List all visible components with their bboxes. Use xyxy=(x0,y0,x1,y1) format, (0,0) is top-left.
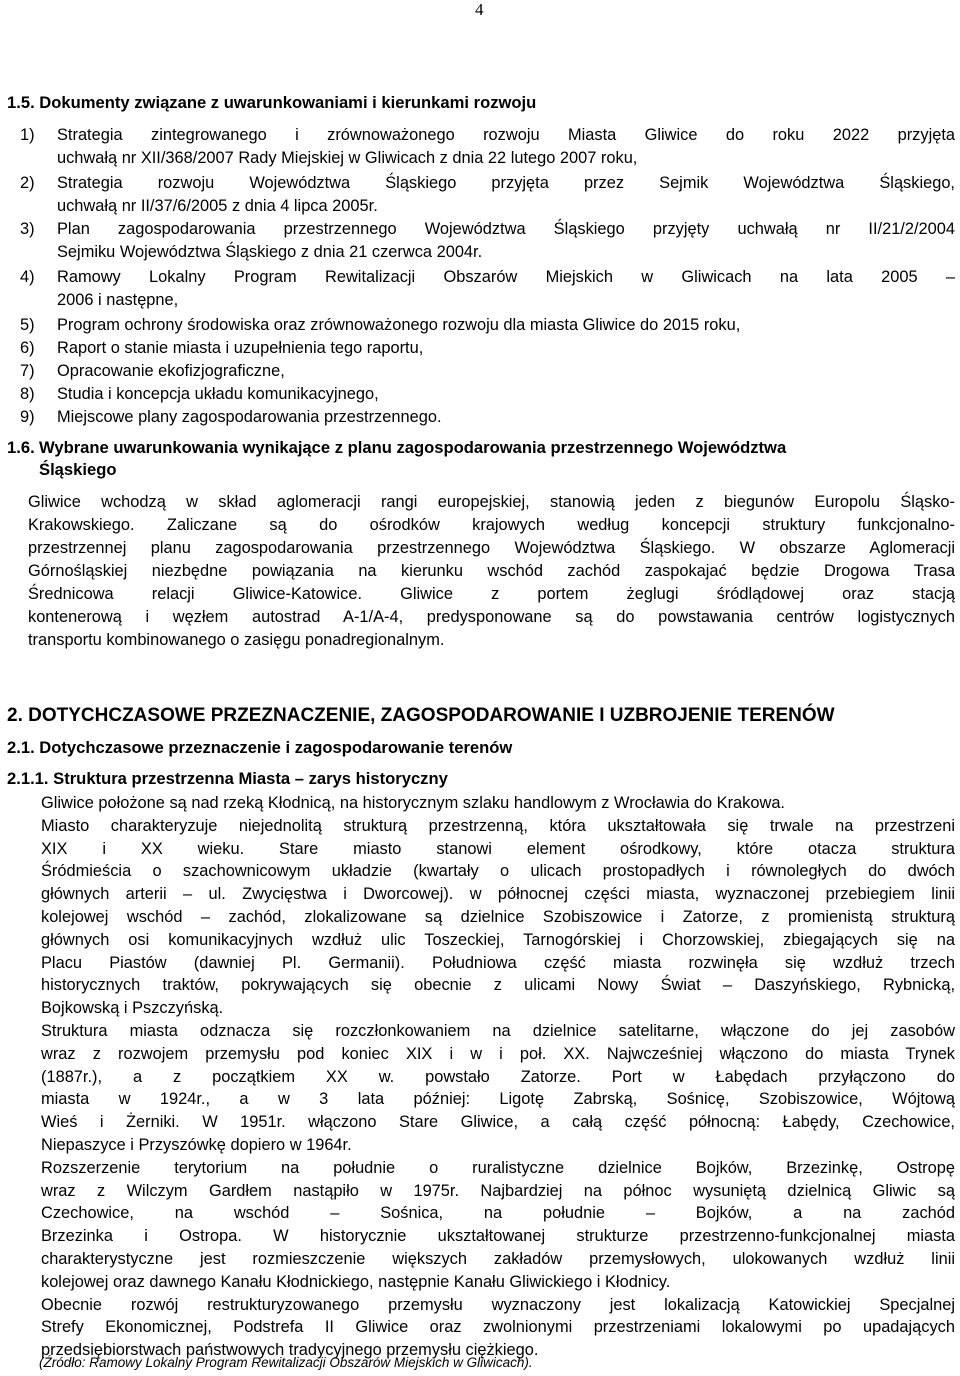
paragraph-line: Górnośląskiej niezbędne powiązania na kierunku wschód zachód zaspokajać będzie Drogowa Trasa xyxy=(28,562,955,580)
list-item-number: 8) xyxy=(20,385,35,403)
list-item-text: Plan zagospodarowania przestrzennego Województwa Śląskiego przyjęty uchwałą nr II/21/2/2004 xyxy=(57,220,955,238)
list-item-text: Studia i koncepcja układu komunikacyjnego, xyxy=(57,385,379,403)
list-item-text: Program ochrony środowiska oraz zrównoważonego rozwoju dla miasta Gliwice do 2015 roku, xyxy=(57,316,741,334)
body-line: XIX i XX wieku. Stare miasto stanowi element ośrodkowy, które otacza struktura xyxy=(41,839,955,858)
list-item-text: Ramowy Lokalny Program Rewitalizacji Obszarów Miejskich w Gliwicach na lata 2005 – xyxy=(57,268,955,286)
list-item-number: 3) xyxy=(20,220,35,238)
body-line: miasta w 1924r., a w 3 lata później: Ligotę Zabrską, Sośnicę, Szobiszowice, Wójtową xyxy=(41,1090,955,1109)
page-number: 4 xyxy=(475,0,484,19)
body-line: głównych arterii – ul. Zwycięstwa i Dworcowej). w północnej części miasta, wyznaczonej przebiegiem linii xyxy=(41,885,955,904)
body-line: wraz z rozwojem przemysłu pod koniec XIX i w i poł. XX. Najwcześniej włączono do miasta Trynek xyxy=(41,1044,955,1063)
body-line: wraz z Wilczym Gardłem nastąpiło w 1975r. Najbardziej na północ wysuniętą dzielnicą Gliwic są xyxy=(41,1181,955,1200)
paragraph-line: przestrzennej planu zagospodarowania przestrzennego Województwa Śląskiego. W obszarze Aglomeracji xyxy=(28,539,955,557)
body-line: kolejowej wschód – zachód, zlokalizowane są dzielnice Szobiszowice i Zatorze, z promienistą strukturą xyxy=(41,908,955,926)
body-line: charakterystyczne jest rozmieszczenie większych zakładów przemysłowych, ulokowanych wzdłuż linii xyxy=(41,1250,955,1268)
list-item-text: uchwałą nr XII/368/2007 Rady Miejskiej w Gliwicach z dnia 22 lutego 2007 roku, xyxy=(57,149,638,167)
list-item-text: Miejscowe plany zagospodarowania przestrzennego. xyxy=(57,408,442,426)
body-line: Strefy Ekonomicznej, Podstrefa II Gliwice oraz zwolnionymi przestrzeniami lokalowymi po upadających xyxy=(41,1318,955,1337)
list-item-number: 6) xyxy=(20,339,35,357)
body-line: Śródmieścia o szachownicowym układzie (kwartały o ulicach prostopadłych i równoległych do dwóch xyxy=(41,862,955,881)
body-line: Placu Piastów (dawniej Pl. Germanii). Południowa część miasta rozwinęła się wzdłuż trzech xyxy=(41,953,955,972)
list-item-number: 2) xyxy=(20,174,35,192)
body-line: kolejowej oraz dawnego Kanału Kłodnickiego, następnie Kanału Gliwickiego i Kłodnicy. xyxy=(41,1272,671,1291)
body-line: Niepaszyce i Przyszówkę dopiero w 1964r. xyxy=(41,1136,352,1154)
list-item-number: 9) xyxy=(20,408,35,426)
body-line: Czechowice, na wschód – Sośnica, na południe – Bojków, a na zachód xyxy=(41,1204,955,1223)
section-1-6-heading-line-1: Wybrane uwarunkowania wynikające z planu zagospodarowania przestrzennego Województwa xyxy=(39,438,787,457)
section-2-1-1-heading: 2.1.1. Struktura przestrzenna Miasta – zarys historyczny xyxy=(7,769,448,788)
body-line: historycznych traktów, pokrywających się obecnie z ulicami Nowy Świat – Daszyńskiego, Rybnicką, xyxy=(41,976,955,995)
list-item-number: 7) xyxy=(20,362,35,380)
list-item-text: Sejmiku Województwa Śląskiego z dnia 21 czerwca 2004r. xyxy=(57,243,483,261)
body-line: Rozszerzenie terytorium na południe o ruralistyczne dzielnice Bojków, Brzezinkę, Ostropę xyxy=(41,1158,955,1177)
paragraph-line: Krakowskiego. Zaliczane są do ośrodków krajowych według koncepcji struktury funkcjonalno- xyxy=(28,516,955,534)
list-item-text: Opracowanie ekofizjograficzne, xyxy=(57,362,285,380)
paragraph-line: Średnicowa relacji Gliwice-Katowice. Gliwice z portem żeglugi śródlądowej oraz stacją xyxy=(28,585,955,603)
list-item-text: 2006 i następne, xyxy=(57,291,179,309)
section-2-1-heading: 2.1. Dotychczasowe przeznaczenie i zagospodarowanie terenów xyxy=(7,738,513,757)
section-1-6-heading-line-2: Śląskiego xyxy=(39,460,117,479)
list-item-text: Raport o stanie miasta i uzupełnienia tego raportu, xyxy=(57,339,424,357)
body-line: Gliwice położone są nad rzeką Kłodnicą, na historycznym szlaku handlowym z Wrocławia do Krakowa. xyxy=(41,794,785,812)
list-item-number: 4) xyxy=(20,268,35,286)
body-line: Miasto charakteryzuje niejednolitą strukturą przestrzenną, która ukształtowała się trwale na przestrzeni xyxy=(41,816,955,835)
list-item-number: 5) xyxy=(20,316,35,334)
paragraph-line: kontenerową i węzłem autostrad A-1/A-4, predysponowane są do powstawania centrów logistycznych xyxy=(28,608,955,626)
paragraph-line: Gliwice wchodzą w skład aglomeracji rangi europejskiej, stanowią jeden z biegunów Europolu Śląsko- xyxy=(28,493,955,511)
section-1-5-heading: 1.5. Dokumenty związane z uwarunkowaniami i kierunkami rozwoju xyxy=(7,93,537,112)
body-line: Struktura miasta odznacza się rozczłonkowaniem na dzielnice satelitarne, włączone do jej zasobów xyxy=(41,1022,955,1040)
body-line: Obecnie rozwój restrukturyzowanego przemysłu wyznaczony jest lokalizacją Katowickiej Specjalnej xyxy=(41,1295,955,1314)
list-item-text: Strategia rozwoju Województwa Śląskiego przyjęta przez Sejmik Województwa Śląskiego, xyxy=(57,174,955,192)
body-line: Brzezinka i Ostropa. W historycznie ukształtowanej strukturze przestrzenno-funkcjonalnej miasta xyxy=(41,1227,955,1246)
source-note: (Źródło: Ramowy Lokalny Program Rewitalizacji Obszarów Miejskich w Gliwicach). xyxy=(39,1355,533,1370)
list-item-number: 1) xyxy=(20,126,35,144)
section-2-heading: 2. DOTYCHCZASOWE PRZEZNACZENIE, ZAGOSPODAROWANIE I UZBROJENIE TERENÓW xyxy=(7,705,835,726)
body-line: głównych osi komunikacyjnych wzdłuż ulic Toszeckiej, Tarnogórskiej i Chorzowskiej, zbiegających się na xyxy=(41,930,955,949)
body-line: przedsiębiorstwach państwowych tradycyjnego przemysłu ciężkiego. xyxy=(41,1341,539,1360)
body-line: Wieś i Żerniki. W 1951r. włączono Stare Gliwice, a całą część północną: Łabędy, Czechowice, xyxy=(41,1113,955,1132)
paragraph-line: transportu kombinowanego o zasięgu ponadregionalnym. xyxy=(28,631,445,649)
list-item-text: uchwałą nr II/37/6/2005 z dnia 4 lipca 2005r. xyxy=(57,197,378,215)
list-item-text: Strategia zintegrowanego i zrównoważonego rozwoju Miasta Gliwice do roku 2022 przyjęta xyxy=(57,126,955,144)
body-line: (1887r.), a z początkiem XX w. powstało Zatorze. Port w Łabędach przyłączono do xyxy=(41,1067,955,1086)
section-1-6-number: 1.6. xyxy=(7,438,35,457)
body-line: Bojkowską i Pszczyńską. xyxy=(41,999,224,1018)
